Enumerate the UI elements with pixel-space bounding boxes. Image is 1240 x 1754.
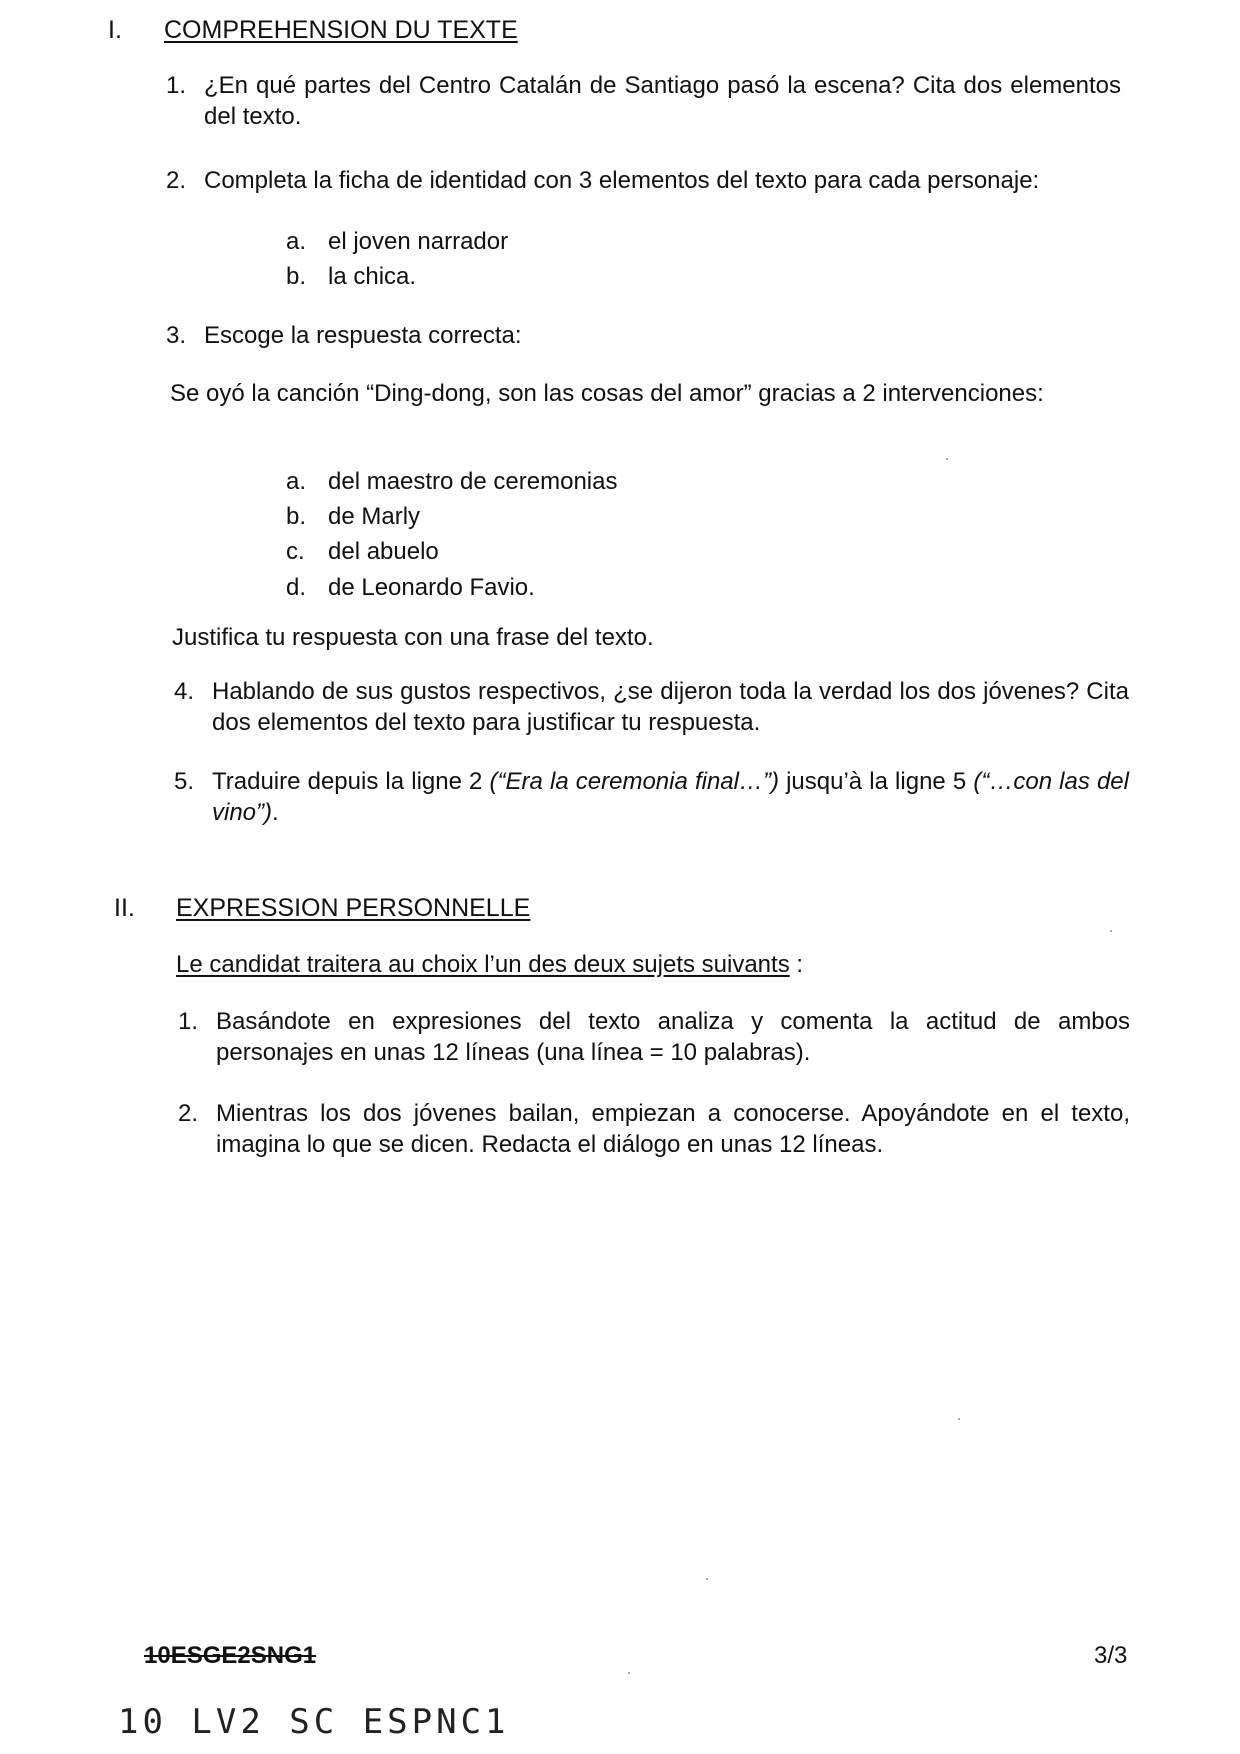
option-c <box>286 536 617 567</box>
option-text: del abuelo <box>328 538 439 566</box>
question-4-text: Hablando de sus gustos respectivos, ¿se dijeron toda la verdad los dos jóvenes? Cita dos elementos del texto para justificar tu respuesta. <box>212 678 1129 737</box>
section-2-intro <box>176 949 803 980</box>
q5-text-c: . <box>272 799 279 827</box>
question-5-text <box>212 766 1129 828</box>
topic-2 <box>178 1098 1130 1160</box>
scan-speck <box>706 1578 708 1580</box>
topic-2-number: 2. <box>178 1100 199 1127</box>
scan-speck <box>946 458 948 460</box>
item-letter: a. <box>286 228 307 255</box>
q5-quote-2: (“…con las del vino”) <box>212 768 1129 827</box>
section-2-intro-suffix: : <box>789 951 804 978</box>
question-3-number: 3. <box>166 322 187 349</box>
option-d <box>286 572 617 603</box>
option-letter: d. <box>286 573 307 601</box>
question-4-number: 4. <box>174 678 195 705</box>
scan-speck <box>958 1418 960 1420</box>
topic-1-number: 1. <box>178 1008 199 1035</box>
question-3-justify: Justifica tu respuesta con una frase del texto. <box>172 624 654 651</box>
question-5-number: 5. <box>174 768 195 795</box>
option-text: de Marly <box>328 503 421 531</box>
option-letter: b. <box>286 503 307 531</box>
question-1-text: ¿En qué partes del Centro Catalán de Santiago pasó la escena? Cita dos elementos del texto. <box>204 72 1121 131</box>
scan-speck <box>628 1672 630 1674</box>
item-text: el joven narrador <box>328 228 509 255</box>
topic-1-text: Basándote en expresiones del texto analiza y comenta la actitud de ambos personajes en unas 12 líneas (una línea = 10 palabras). <box>216 1008 1130 1067</box>
question-3 <box>166 320 1121 351</box>
scan-speck <box>1110 930 1112 932</box>
question-1-number: 1. <box>166 72 187 99</box>
option-text: del maestro de ceremonias <box>328 468 618 495</box>
question-4 <box>174 676 1129 738</box>
question-2-number: 2. <box>166 167 187 194</box>
question-2-text: Completa la ficha de identidad con 3 elementos del texto para cada personaje: <box>204 167 1040 194</box>
q5-quote-1: (“Era la ceremonia final…”) <box>489 768 779 795</box>
page-number: 3/3 <box>1094 1642 1128 1669</box>
item-letter: b. <box>286 263 307 291</box>
question-3-text: Escoge la respuesta correcta: <box>204 322 522 349</box>
question-2-item-b <box>286 261 508 292</box>
option-letter: a. <box>286 468 307 495</box>
question-2-items <box>286 226 508 296</box>
topic-2-text: Mientras los dos jóvenes bailan, empiezan a conocerse. Apoyándote en el texto, imagina lo que se dicen. Redacta el diálogo en unas 12 líneas. <box>216 1100 1130 1159</box>
q5-text-a: Traduire depuis la ligne 2 <box>212 768 490 795</box>
option-letter: c. <box>286 538 305 566</box>
q5-text-b: jusqu’à la ligne 5 <box>778 768 974 795</box>
question-1 <box>166 70 1121 132</box>
option-text: de Leonardo Favio. <box>328 573 535 601</box>
option-b <box>286 501 617 532</box>
section-2-number: II. <box>114 894 135 922</box>
section-1-number: I. <box>108 16 122 44</box>
item-text: la chica. <box>328 263 417 291</box>
handwritten-code: 10 LV2 SC ESPNC1 <box>118 1702 510 1742</box>
option-a <box>286 466 617 497</box>
section-2-intro-text: Le candidat traitera au choix l’un des deux sujets suivants <box>176 951 790 978</box>
section-1-title: COMPREHENSION DU TEXTE <box>164 16 518 44</box>
question-3-statement: Se oyó la canción “Ding-dong, son las cosas del amor” gracias a 2 intervenciones: <box>170 380 1044 407</box>
topic-1 <box>178 1006 1130 1068</box>
section-2-title: EXPRESSION PERSONNELLE <box>176 894 531 922</box>
question-2 <box>166 165 1121 196</box>
question-3-options <box>286 466 617 607</box>
question-2-item-a <box>286 226 508 257</box>
footer-code: 10ESGE2SNG1 <box>144 1642 317 1669</box>
question-5 <box>174 766 1129 828</box>
